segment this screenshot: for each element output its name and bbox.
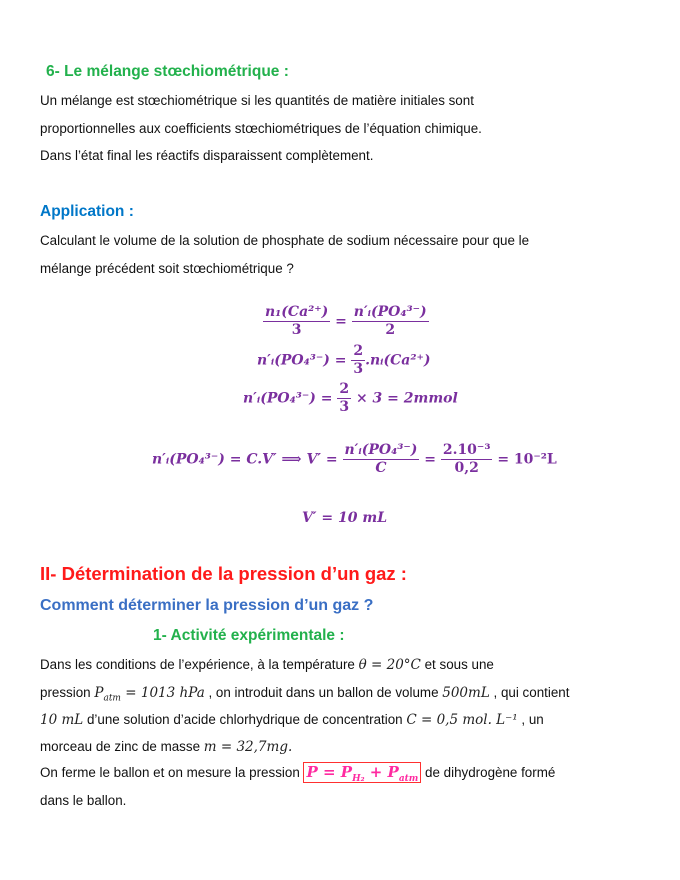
fraction xyxy=(351,343,365,378)
text-run: pression xyxy=(40,685,91,700)
fraction-denominator: 3 xyxy=(353,361,364,377)
paragraph-line xyxy=(40,657,494,673)
equals-sign: = xyxy=(424,451,436,468)
paragraph-line xyxy=(40,712,544,728)
math-inline: m = 32,7mg. xyxy=(203,739,293,755)
math-symbol: P xyxy=(94,685,104,701)
section-6-heading: 6- Le mélange stœchiométrique : xyxy=(46,63,289,80)
fraction-denominator: 3 xyxy=(291,322,302,338)
math-inline: 500mL xyxy=(442,685,490,701)
paragraph-line: dans le ballon. xyxy=(40,793,127,808)
pressure-formula-box xyxy=(303,762,421,783)
fraction xyxy=(441,442,493,477)
paragraph-line: Calculant le volume de la solution de phosphate de sodium nécessaire pour que le xyxy=(40,233,530,248)
fraction xyxy=(337,381,351,416)
section-ii-subheading: Comment déterminer la pression d’un gaz ? xyxy=(40,597,374,614)
fraction-denominator: 3 xyxy=(339,399,350,415)
text-run: , un xyxy=(521,712,544,727)
fraction-numerator: 2.10⁻³ xyxy=(442,442,491,458)
equation-final: V′ = 10 mL xyxy=(302,510,388,526)
paragraph-line: Un mélange est stœchiométrique si les quantités de matière initiales sont xyxy=(40,93,474,108)
activity-heading: 1- Activité expérimentale : xyxy=(153,627,345,644)
equation-volume xyxy=(152,442,557,477)
fraction-numerator: n′ᵢ(PO₄³⁻) xyxy=(353,304,427,320)
text-run: d’une solution d’acide chlorhydrique de concentration xyxy=(86,712,403,727)
text-run: , qui contient xyxy=(493,685,570,700)
equation-ratio xyxy=(263,304,429,339)
fraction-numerator: 2 xyxy=(353,343,364,359)
fraction-denominator: 2 xyxy=(385,322,396,338)
text-run: Dans les conditions de l’expérience, à la température xyxy=(40,657,355,672)
fraction-denominator: C xyxy=(375,460,387,476)
math-symbol: + P xyxy=(364,763,399,781)
text-run: et sous une xyxy=(424,657,494,672)
text-run: , on introduit dans un ballon de volume xyxy=(208,685,439,700)
math-inline: C = 0,5 mol. L⁻¹ xyxy=(406,712,518,728)
section-ii-heading: II- Détermination de la pression d’un gaz : xyxy=(40,563,407,584)
equation-left: n′ᵢ(PO₄³⁻) = C.V′ ⟹ V′ = xyxy=(152,451,338,468)
fraction xyxy=(263,304,330,339)
fraction-denominator: 0,2 xyxy=(454,460,479,476)
fraction xyxy=(343,442,420,477)
paragraph-line: proportionnelles aux coefficients stœchiométriques de l’équation chimique. xyxy=(40,121,482,136)
math-inline xyxy=(94,685,205,704)
fraction-numerator: n₁(Ca²⁺) xyxy=(265,304,329,320)
fraction-numerator: 2 xyxy=(339,381,350,397)
paragraph-line: Dans l’état final les réactifs disparaissent complètement. xyxy=(40,148,374,163)
math-subscript: atm xyxy=(103,693,121,704)
equation-left: n′ᵢ(PO₄³⁻) = xyxy=(243,390,333,407)
math-inline: θ = 20°C xyxy=(358,657,421,673)
application-heading: Application : xyxy=(40,203,134,220)
math-subscript: atm xyxy=(398,774,419,784)
paragraph-line xyxy=(40,763,556,784)
math-inline: 10 mL xyxy=(40,712,84,728)
math-value: = 1013 hPa xyxy=(120,685,205,701)
equation-right: .nᵢ(Ca²⁺) xyxy=(365,352,431,369)
math-subscript: H₂ xyxy=(352,774,365,784)
text-run: On ferme le ballon et on mesure la pression xyxy=(40,765,304,780)
equals-sign: = xyxy=(335,313,347,330)
math-symbol: P = P xyxy=(306,763,353,781)
equation-result xyxy=(243,381,458,416)
equation-right: × 3 = 2mmol xyxy=(355,390,458,407)
paragraph-line xyxy=(40,739,292,755)
fraction-numerator: n′ᵢ(PO₄³⁻) xyxy=(344,442,418,458)
equation-left: n′ᵢ(PO₄³⁻) = xyxy=(257,352,347,369)
paragraph-line: mélange précédent soit stœchiométrique ? xyxy=(40,261,294,276)
text-run: morceau de zinc de masse xyxy=(40,739,201,754)
fraction xyxy=(352,304,429,339)
paragraph-line xyxy=(40,685,570,704)
equation-expression xyxy=(257,343,430,378)
text-run: de dihydrogène formé xyxy=(421,765,556,780)
equation-right: = 10⁻²L xyxy=(497,451,557,468)
